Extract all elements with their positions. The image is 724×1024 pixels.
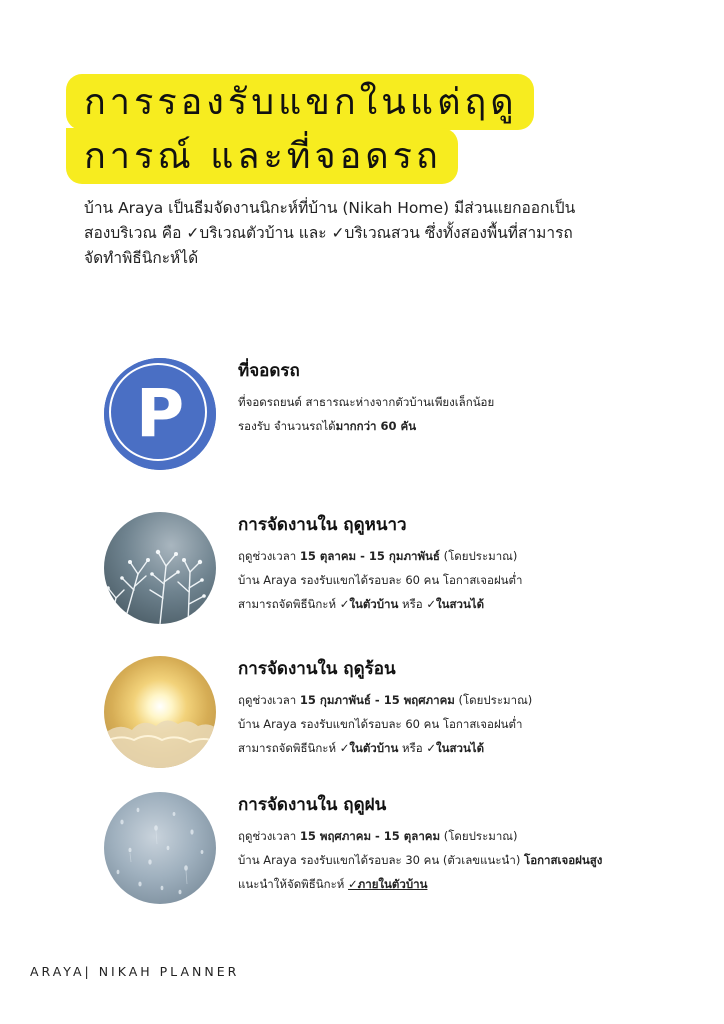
title-line-2: การณ์ และที่จอดรถ <box>66 128 458 184</box>
summer-period-note: (โดยประมาณ) <box>454 693 533 707</box>
summer-period-dates: 15 กุมภาพันธ์ - 15 พฤศภาคม <box>299 693 455 707</box>
parking-icon <box>104 358 216 470</box>
raindrops-illustration <box>104 792 216 904</box>
rainy-venue <box>238 872 708 896</box>
frost-plant-illustration <box>104 512 216 624</box>
intro-line-3: จัดทำพิธีนิกะห์ได้ <box>84 249 199 267</box>
summer-sun-image <box>104 656 216 768</box>
parking-section <box>104 358 704 472</box>
summer-venue-garden: ✓ในสวนได้ <box>426 741 485 755</box>
winter-frost-image <box>104 512 216 624</box>
rainy-section <box>104 792 704 906</box>
summer-section <box>104 656 704 770</box>
intro-line-2: สองบริเวณ คือ ✓บริเวณตัวบ้าน และ ✓บริเวณสวน ซึ่งทั้งสองพื้นที่สามารถ <box>84 224 573 242</box>
winter-venue <box>238 592 708 616</box>
winter-period <box>238 544 708 568</box>
parking-capacity-label: รองรับ จำนวนรถได้ <box>238 419 336 433</box>
summer-venue <box>238 736 708 760</box>
intro-line-1: บ้าน Araya เป็นธีมจัดงานนิกะห์ที่บ้าน (Nikah Home) มีส่วนแยกออกเป็น <box>84 199 576 217</box>
winter-title: การจัดงานใน ฤดูหนาว <box>238 515 407 535</box>
parking-icon-letter: P <box>135 375 185 452</box>
winter-period-note: (โดยประมาณ) <box>439 549 518 563</box>
footer-brand: ARAYA| NIKAH PLANNER <box>30 964 240 979</box>
winter-text <box>238 512 708 616</box>
parking-capacity-value: มากกว่า 60 คัน <box>335 419 417 433</box>
rainy-period-label: ฤดูช่วงเวลา <box>238 829 300 843</box>
parking-text <box>238 358 708 438</box>
winter-venue-label: สามารถจัดพิธีนิกะห์ <box>238 597 340 611</box>
rainy-rain-chance: โอกาสเจอฝนสูง <box>524 853 603 867</box>
rainy-venue-label: แนะนำให้จัดพิธีนิกะห์ <box>238 877 349 891</box>
winter-venue-house: ✓ในตัวบ้าน <box>339 597 399 611</box>
sun-cloud-illustration <box>104 656 216 768</box>
summer-text <box>238 656 708 760</box>
rainy-text <box>238 792 708 896</box>
rainy-period-note: (โดยประมาณ) <box>440 829 518 843</box>
summer-capacity: บ้าน Araya รองรับแขกได้รอบละ 60 คน โอกาสเจอฝนต่ำ <box>238 717 523 731</box>
rainy-capacity-text: บ้าน Araya รองรับแขกได้รอบละ 30 คน (ตัวเลขแนะนำ) <box>238 853 525 867</box>
rainy-period-dates: 15 พฤศภาคม - 15 ตุลาคม <box>299 829 441 843</box>
summer-venue-house: ✓ในตัวบ้าน <box>339 741 399 755</box>
summer-period <box>238 688 708 712</box>
title-line-1: การรองรับแขกในแต่ฤดู <box>66 74 534 130</box>
winter-period-label: ฤดูช่วงเวลา <box>238 549 300 563</box>
winter-section <box>104 512 704 626</box>
rainy-window-image <box>104 792 216 904</box>
summer-venue-label: สามารถจัดพิธีนิกะห์ <box>238 741 340 755</box>
summer-venue-or: หรือ <box>398 741 427 755</box>
summer-period-label: ฤดูช่วงเวลา <box>238 693 300 707</box>
rainy-capacity <box>238 848 708 872</box>
parking-title: ที่จอดรถ <box>238 361 300 381</box>
rainy-venue-house: ✓ภายในตัวบ้าน <box>348 877 428 891</box>
summer-title: การจัดงานใน ฤดูร้อน <box>238 659 396 679</box>
parking-line-2 <box>238 414 708 438</box>
winter-period-dates: 15 ตุลาคม - 15 กุมภาพันธ์ <box>299 549 440 563</box>
intro-paragraph <box>84 196 644 271</box>
winter-venue-garden: ✓ในสวนได้ <box>426 597 485 611</box>
rainy-period <box>238 824 708 848</box>
page-title <box>66 74 534 184</box>
winter-venue-or: หรือ <box>398 597 427 611</box>
rainy-title: การจัดงานใน ฤดูฝน <box>238 795 387 815</box>
parking-line-1: ที่จอดรถยนต์ สาธารณะห่างจากตัวบ้านเพียงเล็กน้อย <box>238 395 495 409</box>
winter-capacity: บ้าน Araya รองรับแขกได้รอบละ 60 คน โอกาสเจอฝนต่ำ <box>238 573 523 587</box>
